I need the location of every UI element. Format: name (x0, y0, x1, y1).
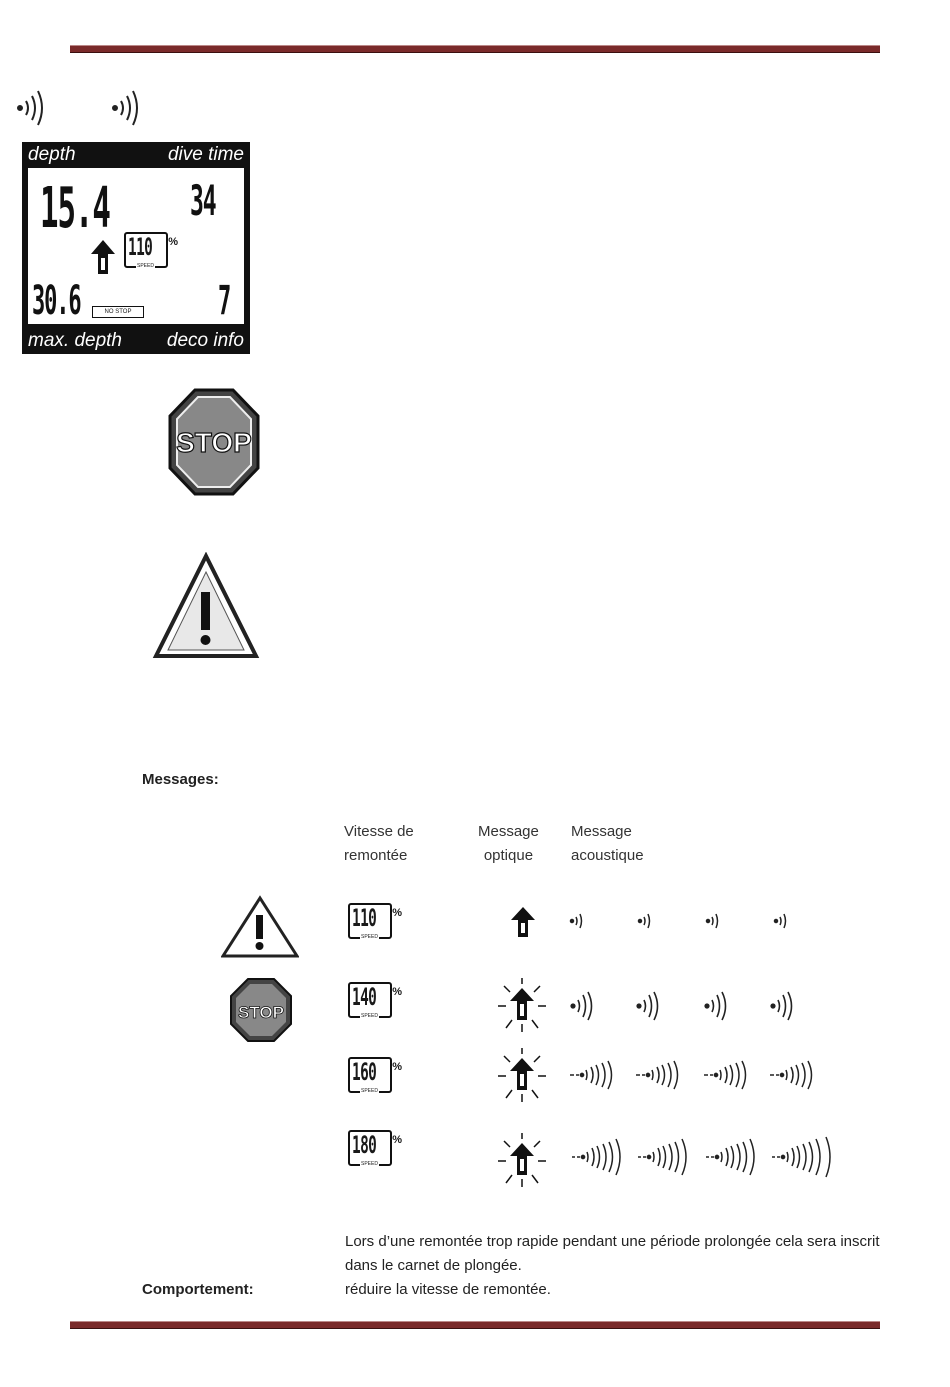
speed-row-3-label: SPEED (361, 1088, 378, 1094)
beep-medium-icon (705, 992, 725, 1020)
ascent-arrow-icon (510, 905, 536, 939)
speed-row-1-label: SPEED (361, 934, 378, 940)
beep-continuous-icon (706, 1139, 754, 1175)
note-line-2: dans le carnet de plongée. (345, 1257, 522, 1274)
footer-rule (70, 1321, 880, 1329)
behaviour-text: réduire la vitesse de remontée. (345, 1281, 551, 1298)
dive-computer-display (22, 142, 250, 354)
col-acoustic-header-line2: acoustique (571, 847, 644, 864)
col-speed-header-line2: remontée (344, 847, 408, 864)
speed-row-4-unit: % (392, 1134, 402, 1146)
speed-row-2 (348, 982, 402, 1019)
speed-row-1 (348, 903, 402, 940)
sound-icon (113, 91, 137, 125)
depth-label: depth (28, 144, 76, 165)
no-stop-indicator: NO STOP (92, 306, 144, 318)
beep-short-icon (775, 914, 786, 928)
depth-value: 15.4 (40, 176, 110, 241)
behaviour-label: Comportement: (142, 1281, 254, 1298)
speed-label: SPEED (137, 263, 154, 269)
ascent-arrow-icon (90, 238, 116, 276)
acoustic-signal-row-4 (568, 1136, 843, 1178)
sound-icon (18, 91, 42, 125)
col-optical-header (478, 820, 539, 868)
stop-sign-small-text: STOP (238, 1003, 284, 1022)
beep-short-icon (707, 914, 718, 928)
col-optical-header-line2: optique (483, 847, 534, 864)
speed-row-3-value: 160 (352, 1058, 377, 1086)
beep-long-icon (570, 1061, 612, 1089)
note-line-1: Lors d’une remontée trop rapide pendant une période prolongée cela sera inscrit (345, 1233, 880, 1250)
max-depth-value: 30.6 (32, 278, 81, 324)
ascent-arrow-flashing-icon (498, 978, 546, 1032)
beep-continuous-icon (638, 1139, 686, 1175)
speed-row-2-unit: % (392, 986, 402, 998)
deco-value: 7 (218, 278, 231, 324)
beep-medium-icon (771, 992, 791, 1020)
dive-time-value: 34 (190, 176, 216, 225)
warning-icon (152, 552, 260, 660)
ascent-arrow-flashing-icon (498, 1048, 546, 1102)
dive-time-label: dive time (167, 144, 244, 165)
col-speed-header-line1: Vitesse de (344, 823, 414, 840)
stop-sign-icon (168, 388, 260, 496)
acoustic-signal-row-2 (568, 990, 798, 1022)
deco-info-label: deco info (166, 330, 244, 351)
beep-long-icon (704, 1061, 746, 1089)
beep-medium-icon (637, 992, 657, 1020)
ascent-arrow-flashing-icon (498, 1133, 546, 1187)
col-acoustic-header (571, 820, 644, 868)
acoustic-signal-row-3 (568, 1060, 818, 1090)
max-depth-label: max. depth (28, 330, 122, 351)
speed-row-4-value: 180 (352, 1131, 377, 1159)
beep-continuous-icon (572, 1139, 620, 1175)
speed-row-1-unit: % (392, 907, 402, 919)
col-acoustic-header-line1: Message (571, 823, 632, 840)
messages-title: Messages: (142, 771, 219, 788)
speed-row-4 (348, 1130, 402, 1167)
speed-row-4-label: SPEED (361, 1161, 378, 1167)
header-rule (70, 45, 880, 53)
speed-row-3 (348, 1057, 402, 1094)
beep-continuous-icon (772, 1137, 830, 1177)
speed-unit: % (168, 236, 178, 248)
beep-medium-icon (571, 992, 591, 1020)
col-speed-header (344, 820, 414, 868)
beep-short-icon (571, 914, 582, 928)
beep-long-icon (636, 1061, 678, 1089)
acoustic-signal-row-1 (568, 910, 798, 932)
stop-sign-icon-small (229, 977, 293, 1043)
speed-row-3-unit: % (392, 1061, 402, 1073)
warning-icon-small (221, 895, 299, 959)
sound-icons-top (10, 88, 140, 128)
beep-long-icon (770, 1061, 812, 1089)
speed-row-2-label: SPEED (361, 1013, 378, 1019)
lcd-screen (28, 168, 244, 324)
speed-indicator (124, 232, 178, 269)
speed-row-2-value: 140 (352, 983, 377, 1011)
speed-value: 110 (128, 233, 153, 261)
stop-sign-text: STOP (176, 427, 252, 458)
col-optical-header-line1: Message (478, 823, 539, 840)
speed-row-1-value: 110 (352, 904, 377, 932)
beep-short-icon (639, 914, 650, 928)
